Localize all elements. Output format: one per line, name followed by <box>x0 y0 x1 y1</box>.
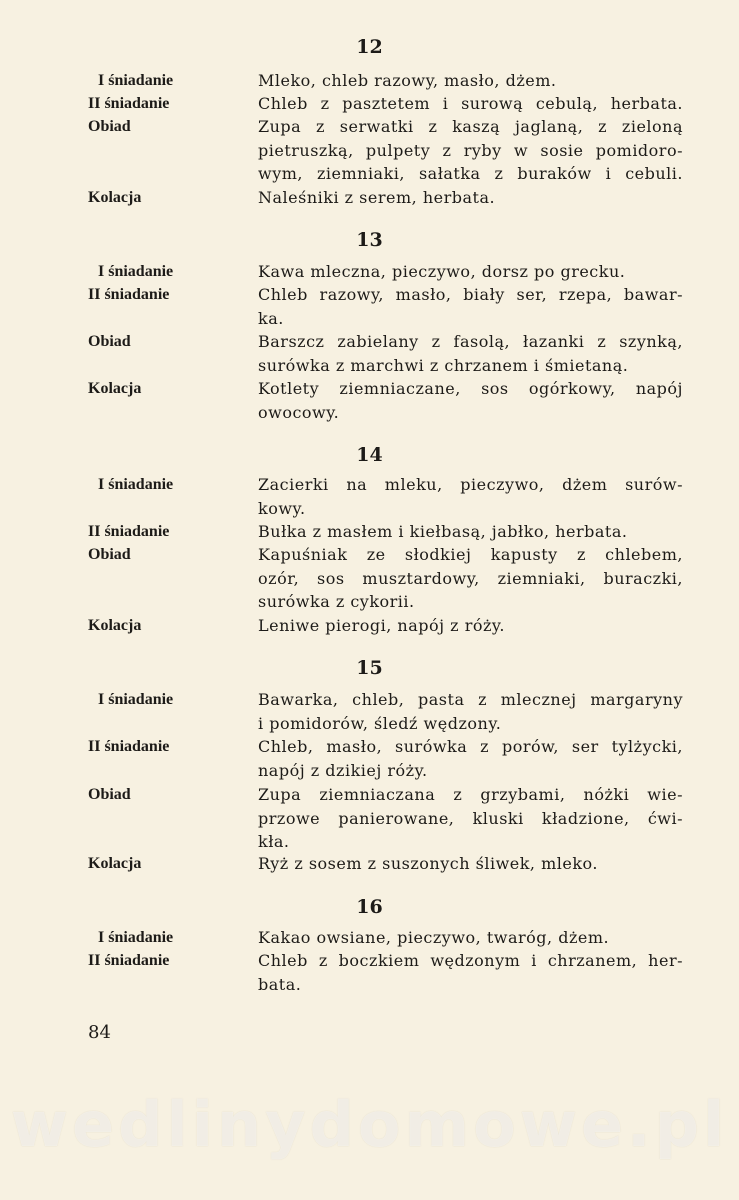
meal-label: I śniadanie <box>98 263 174 280</box>
description-line: bata. <box>258 974 302 994</box>
description-line: pietruszką, pulpety z ryby w sosie pomidoro- <box>258 140 683 160</box>
description-line: Naleśniki z serem, herbata. <box>258 188 496 207</box>
meal-label: II śniadanie <box>88 738 170 755</box>
description-line: Mleko, chleb razowy, masło, dżem. <box>258 71 557 90</box>
description-line: Zacierki na mleku, pieczywo, dżem surów- <box>258 475 683 494</box>
meal-description <box>258 473 683 520</box>
day-number: 13 <box>356 229 383 251</box>
description-line: i pomidorów, śledź wędzony. <box>258 713 502 733</box>
description-line: kowy. <box>258 498 306 518</box>
meal-description <box>258 520 683 544</box>
description-line: ozór, sos musztardowy, ziemniaki, buraczki, <box>258 568 683 588</box>
description-line: Kakao owsiane, pieczywo, twaróg, dżem. <box>258 928 610 947</box>
meal-description <box>258 949 683 996</box>
description-line: Chleb z pasztetem i surową cebulą, herbata. <box>258 94 683 113</box>
description-line: napój z dzikiej róży. <box>258 760 428 780</box>
meal-label: Kolacja <box>88 617 142 634</box>
description-line: Chleb z boczkiem wędzonym i chrzanem, her- <box>258 951 683 970</box>
meal-label: I śniadanie <box>98 929 174 946</box>
meal-description <box>258 614 683 638</box>
description-line: surówka z cykorii. <box>258 592 415 611</box>
meal-label: I śniadanie <box>98 476 174 493</box>
description-line: kła. <box>258 832 290 851</box>
meal-description <box>258 735 683 782</box>
description-line: Kotlety ziemniaczane, sos ogórkowy, napój <box>258 379 683 398</box>
description-line: Zupa z serwatki z kaszą jaglaną, z zieloną <box>258 117 683 136</box>
description-line: Kawa mleczna, pieczywo, dorsz po grecku. <box>258 262 626 281</box>
meal-label: II śniadanie <box>88 523 170 540</box>
meal-description <box>258 69 683 93</box>
meal-description <box>258 377 683 424</box>
meal-label: Obiad <box>88 333 131 350</box>
meal-description <box>258 283 683 330</box>
meal-description <box>258 852 683 876</box>
description-line: Kapuśniak ze słodkiej kapusty z chlebem, <box>258 545 683 564</box>
description-line: ka. <box>258 308 284 328</box>
meal-label: Obiad <box>88 546 131 563</box>
meal-description <box>258 186 683 210</box>
meal-label: II śniadanie <box>88 95 170 112</box>
description-line: Zupa ziemniaczana z grzybami, nóżki wie- <box>258 785 683 804</box>
day-number: 16 <box>356 896 383 918</box>
meal-description <box>258 688 683 735</box>
meal-label: I śniadanie <box>98 72 174 89</box>
day-number: 12 <box>356 36 383 58</box>
description-line: Bułka z masłem i kiełbasą, jabłko, herbata. <box>258 522 628 541</box>
meal-label: Obiad <box>88 786 131 803</box>
meal-description <box>258 330 683 377</box>
meal-label: II śniadanie <box>88 952 170 969</box>
page-number: 84 <box>88 1022 111 1043</box>
description-line: Chleb, masło, surówka z porów, ser tylżycki, <box>258 737 683 756</box>
day-number: 15 <box>356 657 383 679</box>
meal-description <box>258 92 683 116</box>
description-line: Barszcz zabielany z fasolą, łazanki z szynką, <box>258 332 683 351</box>
meal-label: Kolacja <box>88 380 142 397</box>
meal-description <box>258 783 683 854</box>
meal-description <box>258 260 683 284</box>
description-line: owocowy. <box>258 402 340 422</box>
meal-label: I śniadanie <box>98 691 174 708</box>
description-line: przowe panierowane, kluski kładzione, ćwi- <box>258 808 683 828</box>
watermark: wedlinydomowe.pl <box>10 1088 729 1161</box>
meal-label: Kolacja <box>88 855 142 872</box>
meal-description <box>258 115 683 186</box>
day-number: 14 <box>356 444 383 466</box>
description-line: Leniwe pierogi, napój z róży. <box>258 616 505 635</box>
meal-description <box>258 926 683 950</box>
description-line: wym, ziemniaki, sałatka z buraków i cebuli. <box>258 164 683 183</box>
description-line: surówka z marchwi z chrzanem i śmietaną. <box>258 355 629 375</box>
description-line: Ryż z sosem z suszonych śliwek, mleko. <box>258 854 598 873</box>
meal-label: Obiad <box>88 118 131 135</box>
meal-label: Kolacja <box>88 189 142 206</box>
meal-label: II śniadanie <box>88 286 170 303</box>
description-line: Chleb razowy, masło, biały ser, rzepa, bawar- <box>258 285 683 304</box>
meal-description <box>258 543 683 614</box>
description-line: Bawarka, chleb, pasta z mlecznej margaryny <box>258 690 683 709</box>
